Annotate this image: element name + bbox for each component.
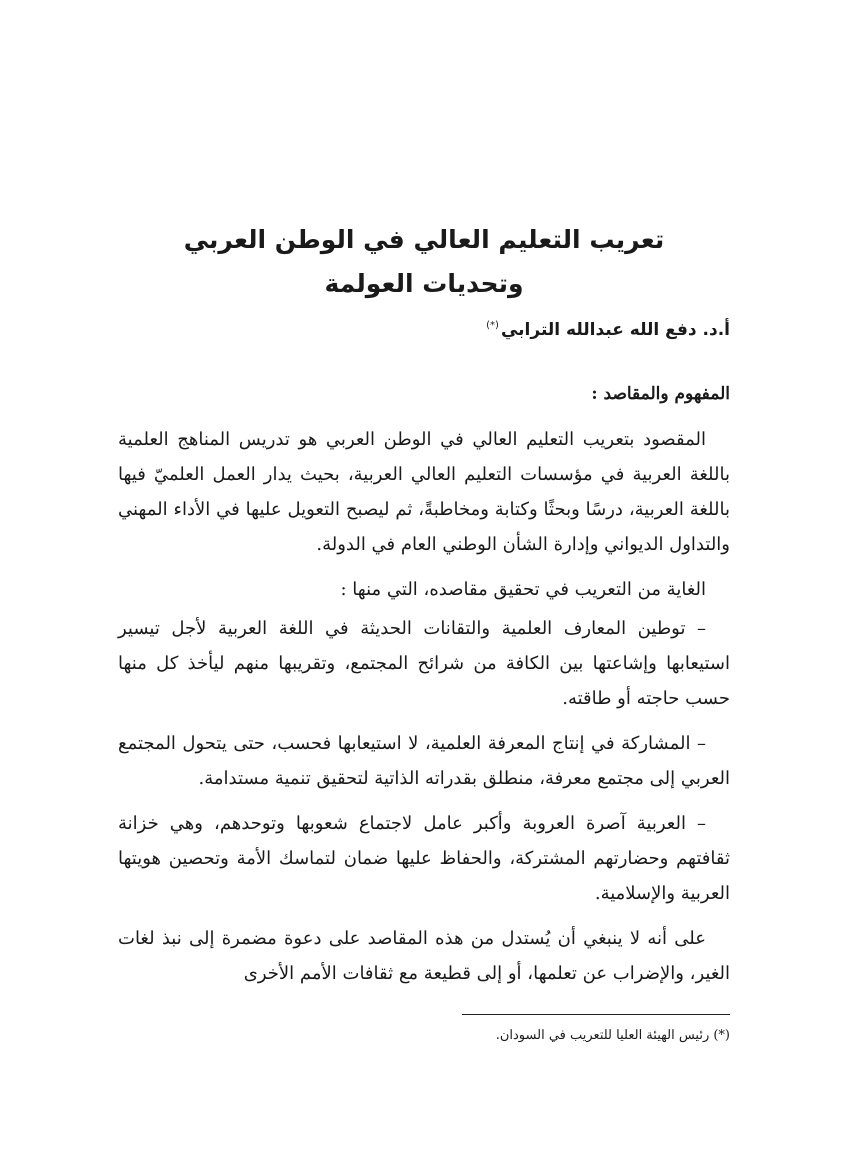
bullet-knowledge-production: – المشاركة في إنتاج المعرفة العلمية، لا استيعابها فحسب، حتى يتحول المجتمع العربي إلى مجتمع معرفة، منطلق بقدراته الذاتية لتحقيق تنمية مستدامة. [118, 733, 730, 789]
author-footnote-marker: (*) [486, 320, 499, 332]
paragraph-caveat: على أنه لا ينبغي أن يُستدل من هذه المقاصد على دعوة مضمرة إلى نبذ لغات الغير، والإضراب عن تعلمها، أو إلى قطيعة مع ثقافات الأمم الأخرى [118, 928, 730, 984]
title-line-1: تعريب التعليم العالي في الوطن العربي [183, 225, 665, 254]
paragraph-goals-intro: الغاية من التعريب في تحقيق مقاصده، التي منها : [340, 579, 706, 600]
body-text [118, 422, 730, 1001]
author-name: أ.د. دفع الله عبدالله الترابي [500, 320, 730, 340]
bullet-arab-identity: – العربية آصرة العروبة وأكبر عامل لاجتماع شعوبها وتوحدهم، وهي خزانة ثقافتهم وحضارتهم المشتركة، والحفاظ عليها ضمان لتماسك الأمة وتحصين هويتها العربية والإسلامية. [118, 813, 730, 904]
document-page [118, 0, 730, 1165]
article-title [118, 218, 730, 306]
footnote: (*) رئيس الهيئة العليا للتعريب في السودان. [495, 1028, 730, 1043]
section-heading: المفهوم والمقاصد : [591, 384, 730, 404]
footnote-divider [462, 1014, 730, 1015]
author-line [486, 320, 730, 340]
bullet-localization: – توطين المعارف العلمية والتقانات الحديثة في اللغة العربية لأجل تيسير استيعابها وإشاعتها بين الكافة من شرائح المجتمع، وتقريبها منهم ليأخذ كل منها حسب حاجته أو طاقته. [118, 618, 730, 709]
title-line-2: وتحديات العولمة [324, 269, 524, 298]
paragraph-definition: المقصود بتعريب التعليم العالي في الوطن العربي هو تدريس المناهج العلمية باللغة العربية في مؤسسات التعليم العالي العربية، بحيث يدار العمل العلميّ فيها باللغة العربية، درسًا وبحثًا وكتابة ومخاطبةً، ثم ليصبح التعويل عليها في الأداء المهني والتداول الديواني وإدارة الشأن الوطني العام في الدولة. [118, 429, 730, 555]
